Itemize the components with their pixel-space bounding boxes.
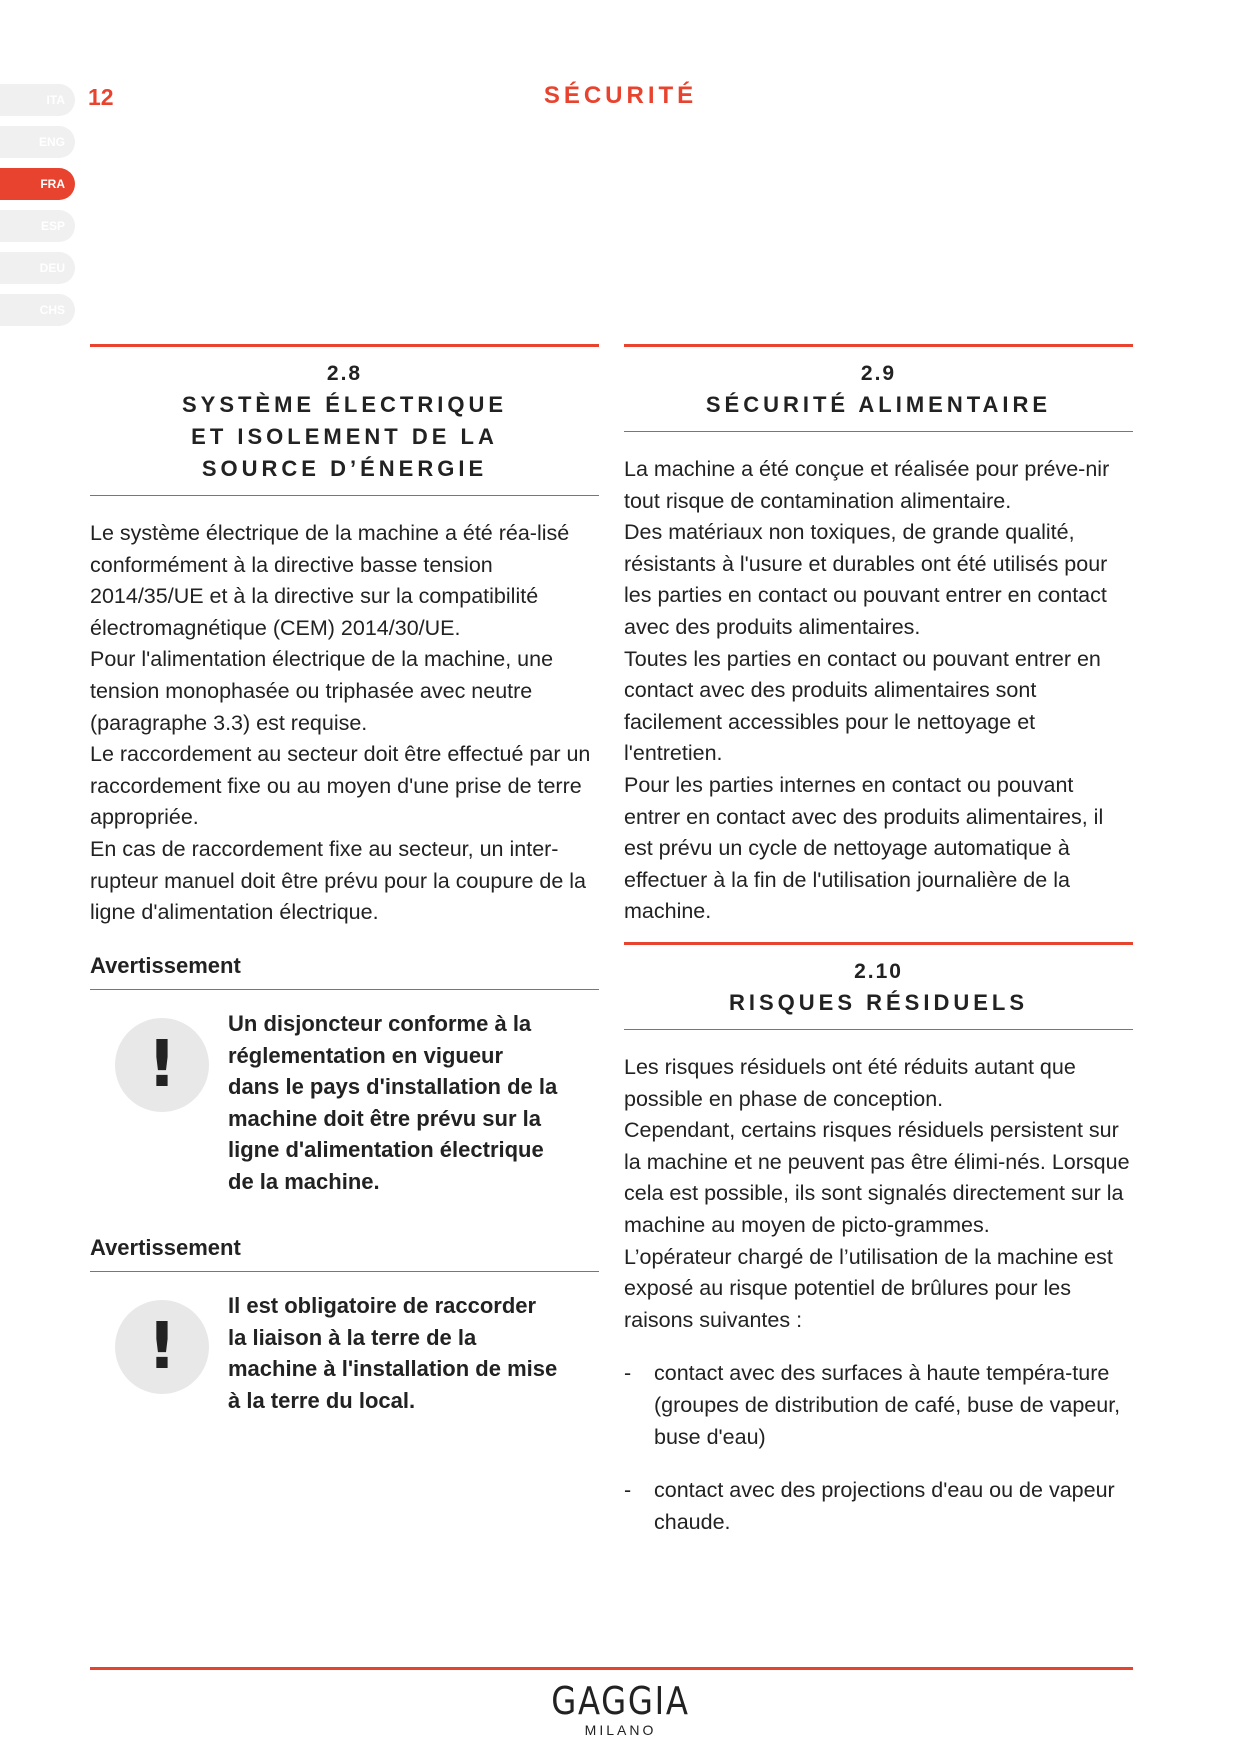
dash-bullet: - <box>624 1478 632 1503</box>
lang-tab-deu[interactable]: DEU <box>0 252 75 284</box>
page-number: 12 <box>88 84 114 110</box>
lang-tab-eng[interactable]: ENG <box>0 126 75 158</box>
paragraph: La machine a été conçue et réalisée pour préve-nir tout risque de contamination alimentaire. <box>624 457 1110 513</box>
list-item <box>624 1358 1133 1453</box>
paragraph: Les risques résiduels ont été réduits autant que possible en phase de conception. <box>624 1055 1076 1111</box>
warning-1 <box>90 953 599 1208</box>
list-item-text: contact avec des projections d'eau ou de vapeur chaude. <box>654 1478 1115 1534</box>
paragraph: Le raccordement au secteur doit être effectué par un raccordement fixe ou au moyen d'une prise de terre appropriée. <box>90 742 591 830</box>
paragraph: Des matériaux non toxiques, de grande qualité, résistants à l'usure et durables ont été utilisés pour les parties en contact ou pouvant entrer en contact avec des produits alimentaires. <box>624 520 1108 639</box>
section-header <box>624 942 1133 1030</box>
gaggia-logo <box>0 1680 1241 1738</box>
paragraph: Cependant, certains risques résiduels persistent sur la machine et ne peuvent pas être élimi-nés. Lorsque cela est possible, ils sont signalés directement sur la machine au moyen de picto-grammes. <box>624 1118 1130 1237</box>
lang-tab-fra[interactable]: FRA <box>0 168 75 200</box>
warning-heading: Avertissement <box>90 1235 599 1272</box>
lang-tab-esp[interactable]: ESP <box>0 210 75 242</box>
list-item-text: contact avec des surfaces à haute tempéra-ture (groupes de distribution de café, buse de vapeur, buse d'eau) <box>654 1361 1121 1449</box>
risk-list <box>624 1358 1133 1538</box>
section-body <box>90 518 599 929</box>
section-title: SÉCURITÉ ALIMENTAIRE <box>705 392 1052 417</box>
warning-text: Il est obligatoire de raccorder la liaison à la terre de la machine à l'installation de mise à la terre du local. <box>228 1293 558 1413</box>
section-body <box>624 1052 1133 1336</box>
exclamation-icon: ! <box>115 1018 209 1112</box>
page-title: SÉCURITÉ <box>543 82 698 109</box>
section-number: 2.8 <box>326 362 363 385</box>
section-2-9 <box>624 344 1133 928</box>
paragraph: L’opérateur chargé de l’utilisation de la machine est exposé au risque potentiel de brûlures pour les raisons suivantes : <box>624 1244 1113 1332</box>
section-2-8 <box>90 344 599 929</box>
warning-box <box>90 1290 599 1490</box>
paragraph: Le système électrique de la machine a été réa-lisé conformément à la directive basse tension 2014/35/UE et à la directive sur la compatibilité électromagnétique (CEM) 2014/30/UE. <box>90 521 570 640</box>
warning-2 <box>90 1235 599 1490</box>
section-title: RISQUES RÉSIDUELS <box>728 990 1029 1015</box>
warning-text: Un disjoncteur conforme à la réglementation en vigueur dans le pays d'installation de la machine doit être prévu sur la ligne d'alimentation électrique de la machine. <box>228 1011 558 1194</box>
brand-sub: MILANO <box>584 1722 657 1738</box>
paragraph: Pour les parties internes en contact ou pouvant entrer en contact avec des produits alimentaires, il est prévu un cycle de nettoyage automatique à effectuer à la fin de l'utilisation journalière de la machine. <box>624 772 1104 924</box>
section-title: SYSTÈME ÉLECTRIQUE ET ISOLEMENT DE LA SOURCE D’ÉNERGIE <box>181 392 508 481</box>
lang-tab-chs[interactable]: CHS <box>0 294 75 326</box>
section-number: 2.9 <box>860 362 897 385</box>
lang-tab-ita[interactable]: ITA <box>0 84 75 116</box>
brand-name: GAGGIA <box>551 1679 690 1723</box>
list-item <box>624 1475 1133 1538</box>
footer-divider <box>90 1667 1133 1670</box>
warning-heading: Avertissement <box>90 953 599 990</box>
language-tabs <box>0 84 75 336</box>
paragraph: Pour l'alimentation électrique de la machine, une tension monophasée ou triphasée avec neutre (paragraphe 3.3) est requise. <box>90 647 554 735</box>
section-body <box>624 454 1133 928</box>
exclamation-icon: ! <box>115 1300 209 1394</box>
section-header <box>624 344 1133 432</box>
warning-box <box>90 1008 599 1208</box>
section-2-10 <box>624 942 1133 1560</box>
section-number: 2.10 <box>854 960 903 983</box>
dash-bullet: - <box>624 1361 632 1386</box>
paragraph: En cas de raccordement fixe au secteur, un inter-rupteur manuel doit être prévu pour la coupure de la ligne d'alimentation électrique. <box>90 836 587 925</box>
section-header <box>90 344 599 496</box>
paragraph: Toutes les parties en contact ou pouvant entrer en contact avec des produits alimentaires sont facilement accessibles pour le nettoyage et l'entretien. <box>624 646 1101 766</box>
